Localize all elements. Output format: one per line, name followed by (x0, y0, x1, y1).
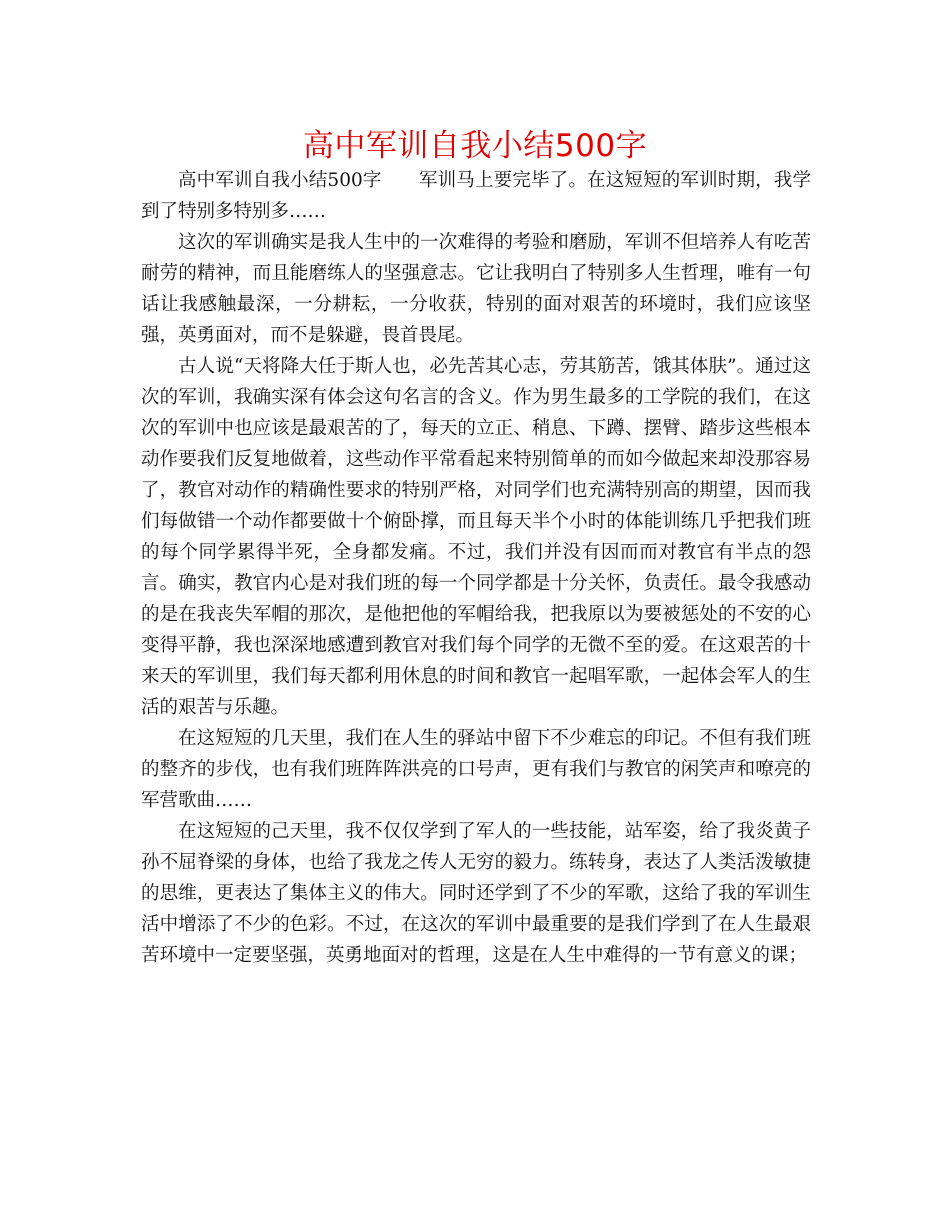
paragraph-memories: 在这短短的几天里，我们在人生的驿站中留下不少难忘的印记。不但有我们班的整齐的步伐，也有我们班阵阵洪亮的口号声，更有我们与教官的闲笑声和嘹亮的军营歌曲…… (141, 728, 811, 811)
paragraph-quote: 古人说“天将降大任于斯人也，必先苦其心志，劳其筋苦，饿其体肤”。通过这次的军训，我确实深有体会这句名言的含义。作为男生最多的工学院的我们，在这次的军训中也应该是最艰苦的了，每天的立正、稍息、下蹲、摆臂、踏步这些根本动作要我们反复地做着，这些动作平常看起来特别简单的而如今做起来却没那容易了，教官对动作的精确性要求的特别严格，对同学们也充满特别高的期望，因而我们每做错一个动作都要做十个俯卧撑，而且每天半个小时的体能训练几乎把我们班的每个同学累得半死，全身都发痛。不过，我们并没有因而而对教官有半点的怨言。确实，教官内心是对我们班的每一个同学都是十分关怀，负责任。最令我感动的是在我丧失军帽的那次，是他把他的军帽给我，把我原以为要被惩处的不安的心变得平静，我也深深地感遭到教官对我们每个同学的无微不至的爱。在这艰苦的十来天的军训里，我们每天都利用休息的时间和教官一起唱军歌，一起体会军人的生活的艰苦与乐趣。 (141, 356, 811, 718)
paragraph-lessons: 在这短短的己天里，我不仅仅学到了军人的一些技能，站军姿，给了我炎黄子孙不屈脊梁的身体，也给了我龙之传人无穷的毅力。练转身，表达了人类活泼敏捷的思维，更表达了集体主义的伟大。同时还学到了不少的军歌，这给了我的军训生活中增添了不少的色彩。不过，在这次的军训中最重要的是我们学到了在人生最艰苦环境中一定要坚强，英勇地面对的哲理，这是在人生中难得的一节有意义的课； (141, 821, 811, 966)
document-title: 高中军训自我小结500字 (302, 128, 648, 164)
paragraph-intro: 高中军训自我小结500字 军训马上要完毕了。在这短短的军训时期，我学到了特别多特别多…… (141, 170, 811, 222)
document-body (141, 165, 811, 971)
paragraph-test: 这次的军训确实是我人生中的一次难得的考验和磨励，军训不但培养人有吃苦耐劳的精神，而且能磨练人的坚强意志。它让我明白了特别多人生哲理，唯有一句话让我感触最深，一分耕耘，一分收获，特别的面对艰苦的环境时，我们应该坚强，英勇面对，而不是躲避，畏首畏尾。 (141, 232, 811, 346)
